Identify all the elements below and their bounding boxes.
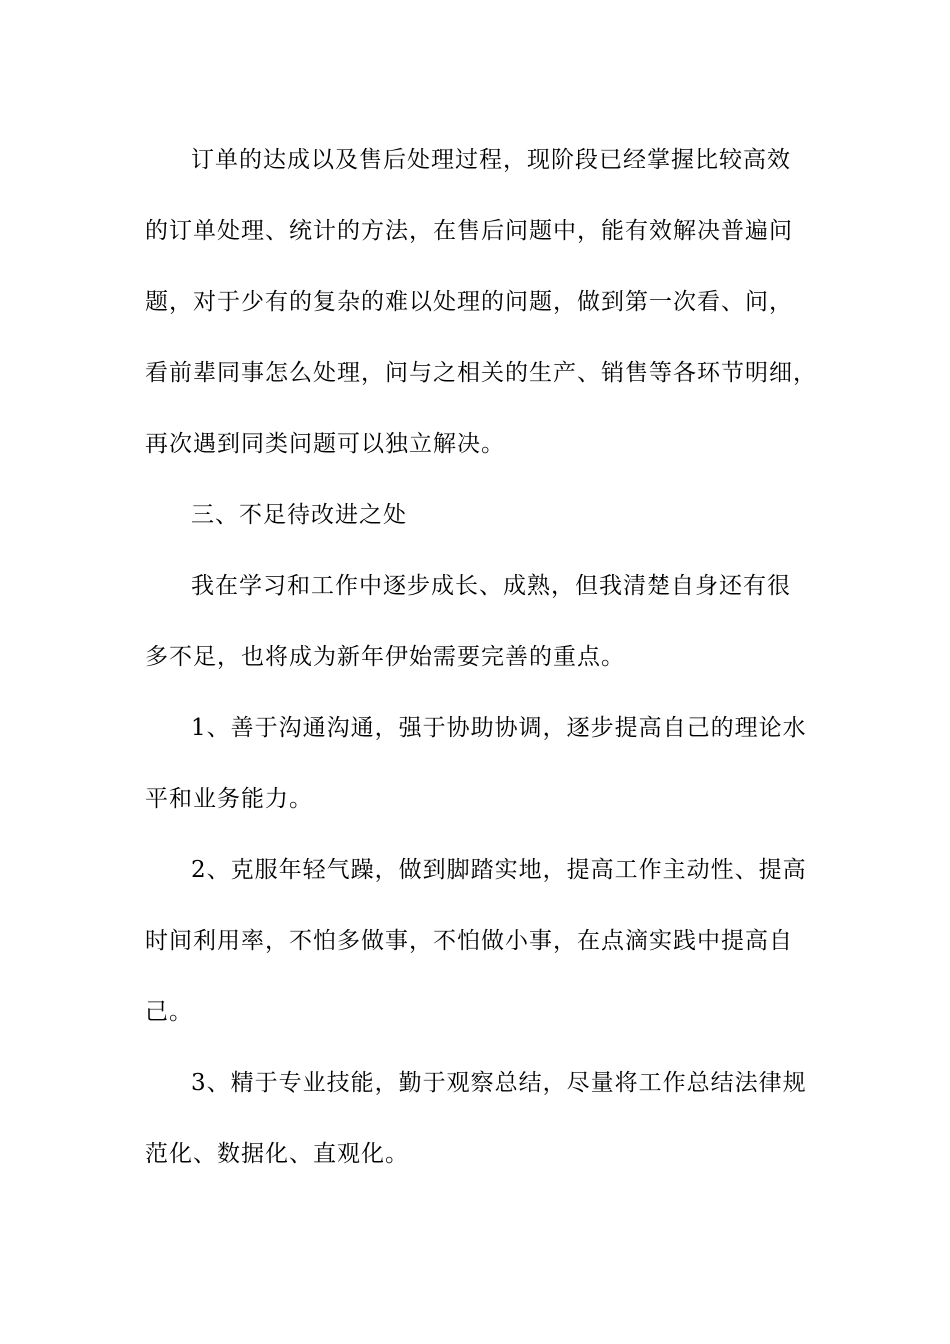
text-line: 再次遇到同类问题可以独立解决。 (145, 431, 505, 457)
text-line: 2、克服年轻气躁，做到脚踏实地，提高工作主动性、提高 (191, 857, 807, 883)
text-line: 题，对于少有的复杂的难以处理的问题，做到第一次看、问， (145, 289, 793, 315)
text-line: 的订单处理、统计的方法，在售后问题中，能有效解决普遍问 (145, 218, 793, 244)
section-heading-text: 三、不足待改进之处 (191, 502, 407, 528)
paragraph-order-handling (145, 125, 835, 480)
text-line: 1、善于沟通沟通，强于协助协调，逐步提高自己的理论水 (191, 715, 807, 741)
list-item-2 (145, 835, 835, 1048)
text-line: 己。 (145, 999, 193, 1025)
text-line: 范化、数据化、直观化。 (145, 1141, 409, 1167)
list-item-3 (145, 1048, 835, 1190)
text-line: 看前辈同事怎么处理，问与之相关的生产、销售等各环节明细， (145, 360, 817, 386)
text-line: 时间利用率，不怕多做事，不怕做小事，在点滴实践中提高自 (145, 928, 793, 954)
text-line: 订单的达成以及售后处理过程，现阶段已经掌握比较高效 (191, 147, 791, 173)
section-heading-shortcomings (145, 480, 835, 551)
text-line: 平和业务能力。 (145, 786, 313, 812)
list-item-1 (145, 693, 835, 835)
text-line: 3、精于专业技能，勤于观察总结，尽量将工作总结法律规 (191, 1070, 807, 1096)
document-body (145, 125, 835, 1190)
paragraph-intro-shortcomings (145, 551, 835, 693)
text-line: 我在学习和工作中逐步成长、成熟，但我清楚自身还有很 (191, 573, 791, 599)
text-line: 多不足，也将成为新年伊始需要完善的重点。 (145, 644, 625, 670)
